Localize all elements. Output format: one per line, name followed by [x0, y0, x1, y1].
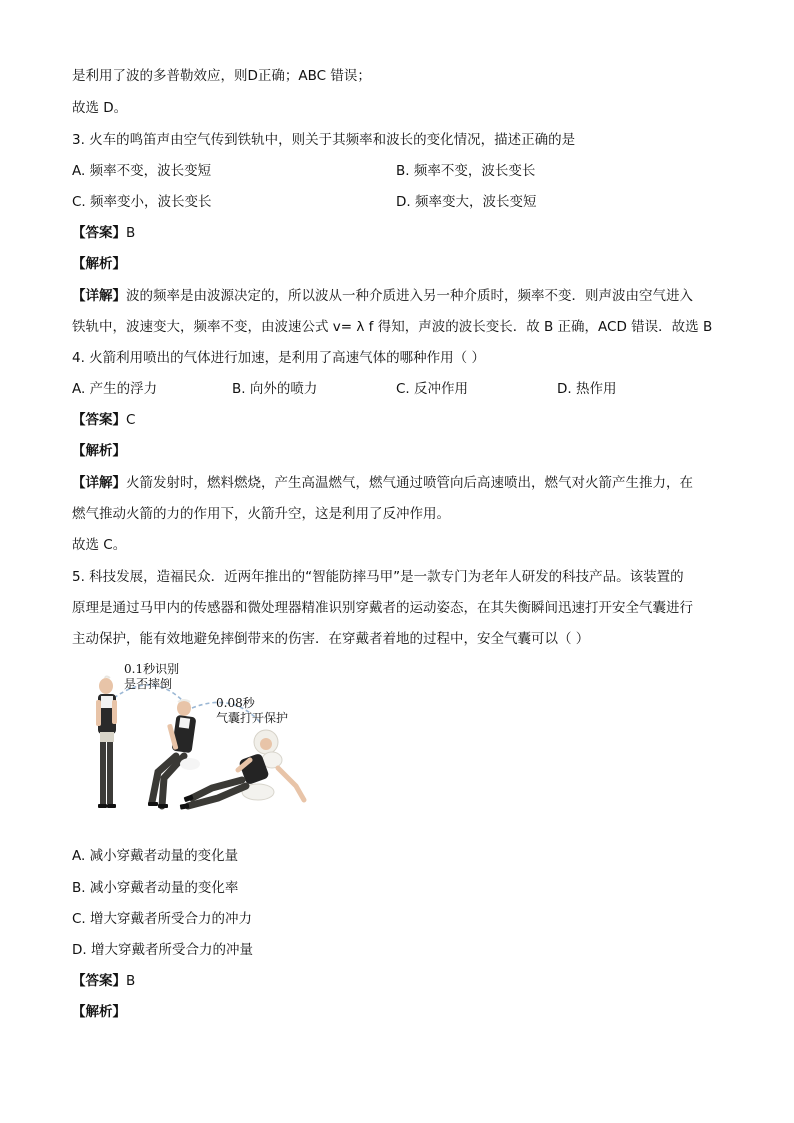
airbag-deployed-person: [180, 730, 304, 810]
answer-tag: 【答案】: [72, 225, 126, 241]
q4-detail-1: [72, 473, 693, 493]
q3-option-d: D. 频率变大，波长变短: [396, 194, 537, 210]
label-line: 0.08秒: [216, 696, 255, 710]
answer-tag: 【答案】: [72, 973, 126, 989]
figure-label-airbag: [216, 696, 288, 726]
detail-text: 火箭发射时，燃料燃烧，产生高温燃气，燃气通过喷管向后高速喷出，燃气对火箭产生推力，在: [126, 475, 693, 491]
figure-label-detect: [124, 662, 179, 692]
answer-value: B: [126, 973, 136, 989]
answer-tag: 【答案】: [72, 412, 126, 428]
label-line: 是否摔倒: [124, 677, 173, 691]
falling-person: [148, 700, 200, 808]
q3-detail-2: 铁轨中，波速变大，频率不变，由波速公式 v= λ f 得知，声波的波长变长．故 B 正确，ACD 错误．故选 B: [72, 319, 713, 335]
answer-value: C: [126, 412, 136, 428]
question-5-stem-3: 主动保护，能有效地避免摔倒带来的伤害．在穿戴者着地的过程中，安全气囊可以（ ）: [72, 631, 590, 647]
question-3-stem: 3. 火车的鸣笛声由空气传到铁轨中，则关于其频率和波长的变化情况，描述正确的是: [72, 132, 576, 148]
q4-option-a: A. 产生的浮力: [72, 381, 158, 397]
q5-option-b: B. 减小穿戴者动量的变化率: [72, 880, 239, 896]
q5-option-d: D. 增大穿戴者所受合力的冲量: [72, 942, 253, 958]
q5-option-c: C. 增大穿戴者所受合力的冲力: [72, 911, 253, 927]
q4-option-d: D. 热作用: [557, 381, 617, 397]
q5-answer: [72, 971, 135, 991]
q3-option-c: C. 频率变小，波长变长: [72, 194, 212, 210]
q3-option-b: B. 频率不变，波长变长: [396, 163, 536, 179]
q4-answer: [72, 410, 135, 430]
q3-analysis-tag: 【解析】: [72, 256, 126, 272]
text-line: 故选 D。: [72, 100, 128, 116]
q4-analysis-tag: 【解析】: [72, 443, 126, 459]
standing-person: [96, 677, 117, 809]
q3-option-a: A. 频率不变，波长变短: [72, 163, 212, 179]
airbag-vest-figure: [92, 660, 312, 820]
q4-option-b: B. 向外的喷力: [232, 381, 318, 397]
label-line: 0.1秒识别: [124, 662, 180, 676]
q3-detail-1: [72, 286, 693, 306]
detail-tag: 【详解】: [72, 475, 126, 491]
detail-tag: 【详解】: [72, 288, 126, 304]
q4-detail-2: 燃气推动火箭的力的作用下，火箭升空，这是利用了反冲作用。: [72, 506, 450, 522]
question-5-stem-1: 5. 科技发展，造福民众．近两年推出的“智能防摔马甲”是一款专门为老年人研发的科技产品。该装置的: [72, 569, 684, 585]
text-line: 是利用了波的多普勒效应，则D正确；ABC 错误；: [72, 68, 371, 84]
label-line: 气囊打开保护: [216, 711, 289, 725]
q5-option-a: A. 减小穿戴者动量的变化量: [72, 848, 239, 864]
q4-conclusion: 故选 C。: [72, 537, 127, 553]
answer-value: B: [126, 225, 136, 241]
detail-text: 波的频率是由波源决定的，所以波从一种介质进入另一种介质时，频率不变．则声波由空气进入: [126, 288, 693, 304]
question-4-stem: 4. 火箭利用喷出的气体进行加速，是利用了高速气体的哪种作用（ ）: [72, 350, 485, 366]
question-5-stem-2: 原理是通过马甲内的传感器和微处理器精准识别穿戴者的运动姿态，在其失衡瞬间迅速打开安全气囊进行: [72, 600, 693, 616]
q3-answer: [72, 223, 135, 243]
q5-analysis-tag: 【解析】: [72, 1004, 126, 1020]
q4-option-c: C. 反冲作用: [396, 381, 469, 397]
